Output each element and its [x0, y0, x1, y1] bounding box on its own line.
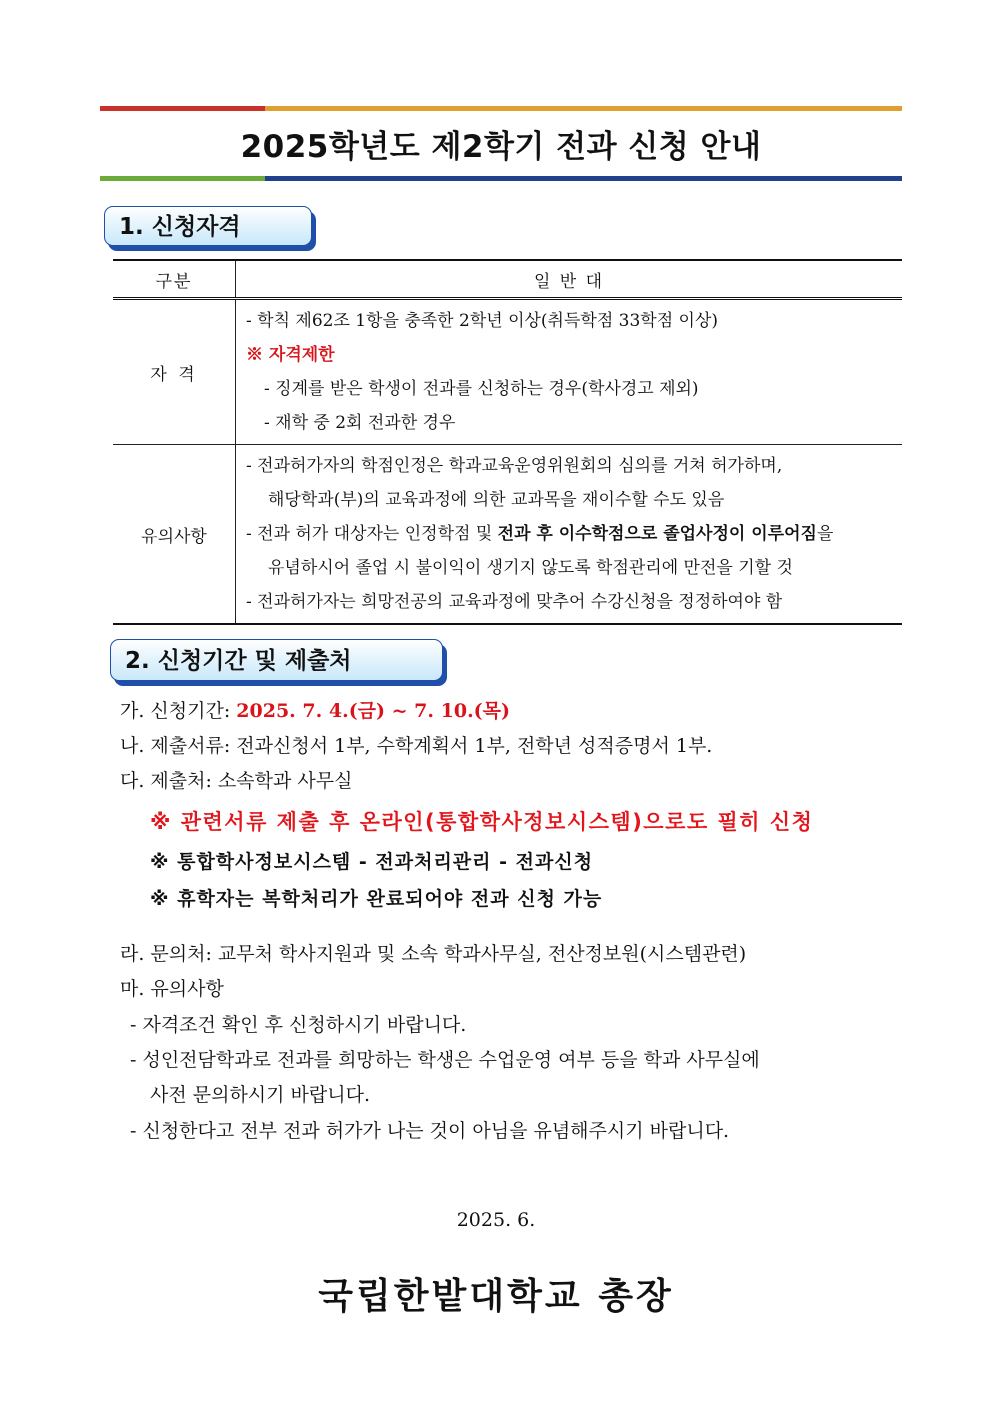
restriction-item: - 재학 중 2회 전과한 경우 [264, 413, 456, 433]
online-application-note: ※ 관련서류 제출 후 온라인(통합학사정보시스템)으로도 필히 신청 [150, 810, 814, 834]
caution-item-continued: 사전 문의하시기 바랍니다. [150, 1084, 371, 1106]
section2-heading [110, 639, 443, 681]
restriction-title: ※ 자격제한 [246, 345, 335, 365]
contact-info: 라. 문의처: 교무처 학사지원과 및 소속 학과사무실, 전산정보원(시스템관련) [120, 943, 747, 965]
caution-line: - 전과허가자의 학점인정은 학과교육운영위원회의 심의를 거쳐 허가하며, [246, 456, 783, 476]
caution-title: 마. 유의사항 [120, 978, 224, 1000]
title-bar-top-orange [265, 106, 902, 111]
issue-date: 2025. 6. [456, 1209, 536, 1231]
required-documents: 나. 제출서류: 전과신청서 1부, 수학계획서 1부, 전학년 성적증명서 1부. [120, 735, 713, 757]
submission-place: 다. 제출처: 소속학과 사무실 [120, 770, 353, 792]
caution-line: - 전과허가자는 희망전공의 교육과정에 맞추어 수강신청을 정정하여야 함 [246, 592, 783, 612]
period-label: 가. 신청기간: [120, 700, 237, 722]
caution-item: - 자격조건 확인 후 신청하시기 바랍니다. [130, 1014, 467, 1036]
row-content-caution [236, 445, 903, 625]
caution-text: - 전과 허가 대상자는 인정학점 및 [246, 524, 498, 544]
table-header-category: 구분 [113, 260, 236, 299]
row-content-eligibility [236, 299, 903, 445]
row-label-caution: 유의사항 [113, 445, 236, 625]
section2-heading-text: 2. 신청기간 및 제출처 [110, 639, 443, 681]
table-row-caution [113, 445, 902, 625]
caution-line: 유념하시어 졸업 시 불이익이 생기지 않도록 학점관리에 만전을 기할 것 [268, 558, 793, 578]
caution-line [246, 517, 894, 551]
title-bar-bottom-green [100, 176, 265, 181]
section1-heading [104, 206, 312, 246]
caution-item: - 신청한다고 전부 전과 허가가 나는 것이 아님을 유념해주시기 바랍니다. [130, 1120, 730, 1142]
title-bar-top-red [100, 106, 265, 111]
table-header-general: 일 반 대 [533, 271, 605, 292]
caution-text: 을 [816, 524, 834, 544]
table-row-eligibility [113, 299, 902, 445]
section1-heading-text: 1. 신청자격 [104, 206, 312, 246]
restriction-item: - 징계를 받은 학생이 전과를 신청하는 경우(학사경고 제외) [264, 379, 699, 399]
eligibility-line: - 학칙 제62조 1항을 충족한 2학년 이상(취득학점 33학점 이상) [246, 311, 718, 331]
caution-line: 해당학과(부)의 교육과정에 의한 교과목을 재이수할 수도 있음 [268, 490, 725, 510]
eligibility-table [113, 259, 902, 625]
period-value: 2025. 7. 4.(금) ~ 7. 10.(목) [236, 700, 511, 722]
title-bar-bottom-navy [265, 176, 902, 181]
table-header-row [113, 260, 902, 299]
system-path-note: ※ 통합학사정보시스템 - 전과처리관리 - 전과신청 [150, 851, 594, 873]
application-period [120, 696, 510, 723]
row-label-eligibility: 자 격 [113, 299, 236, 445]
caution-item: - 성인전담학과로 전과를 희망하는 학생은 수업운영 여부 등을 학과 사무실에 [130, 1049, 760, 1071]
page-title: 2025학년도 제2학기 전과 신청 안내 [240, 129, 762, 165]
signature: 국립한밭대학교 총장 [318, 1275, 674, 1317]
caution-emphasis: 전과 후 이수학점으로 졸업사정이 이루어짐 [497, 524, 817, 544]
leave-of-absence-note: ※ 휴학자는 복학처리가 완료되어야 전과 신청 가능 [150, 888, 603, 910]
